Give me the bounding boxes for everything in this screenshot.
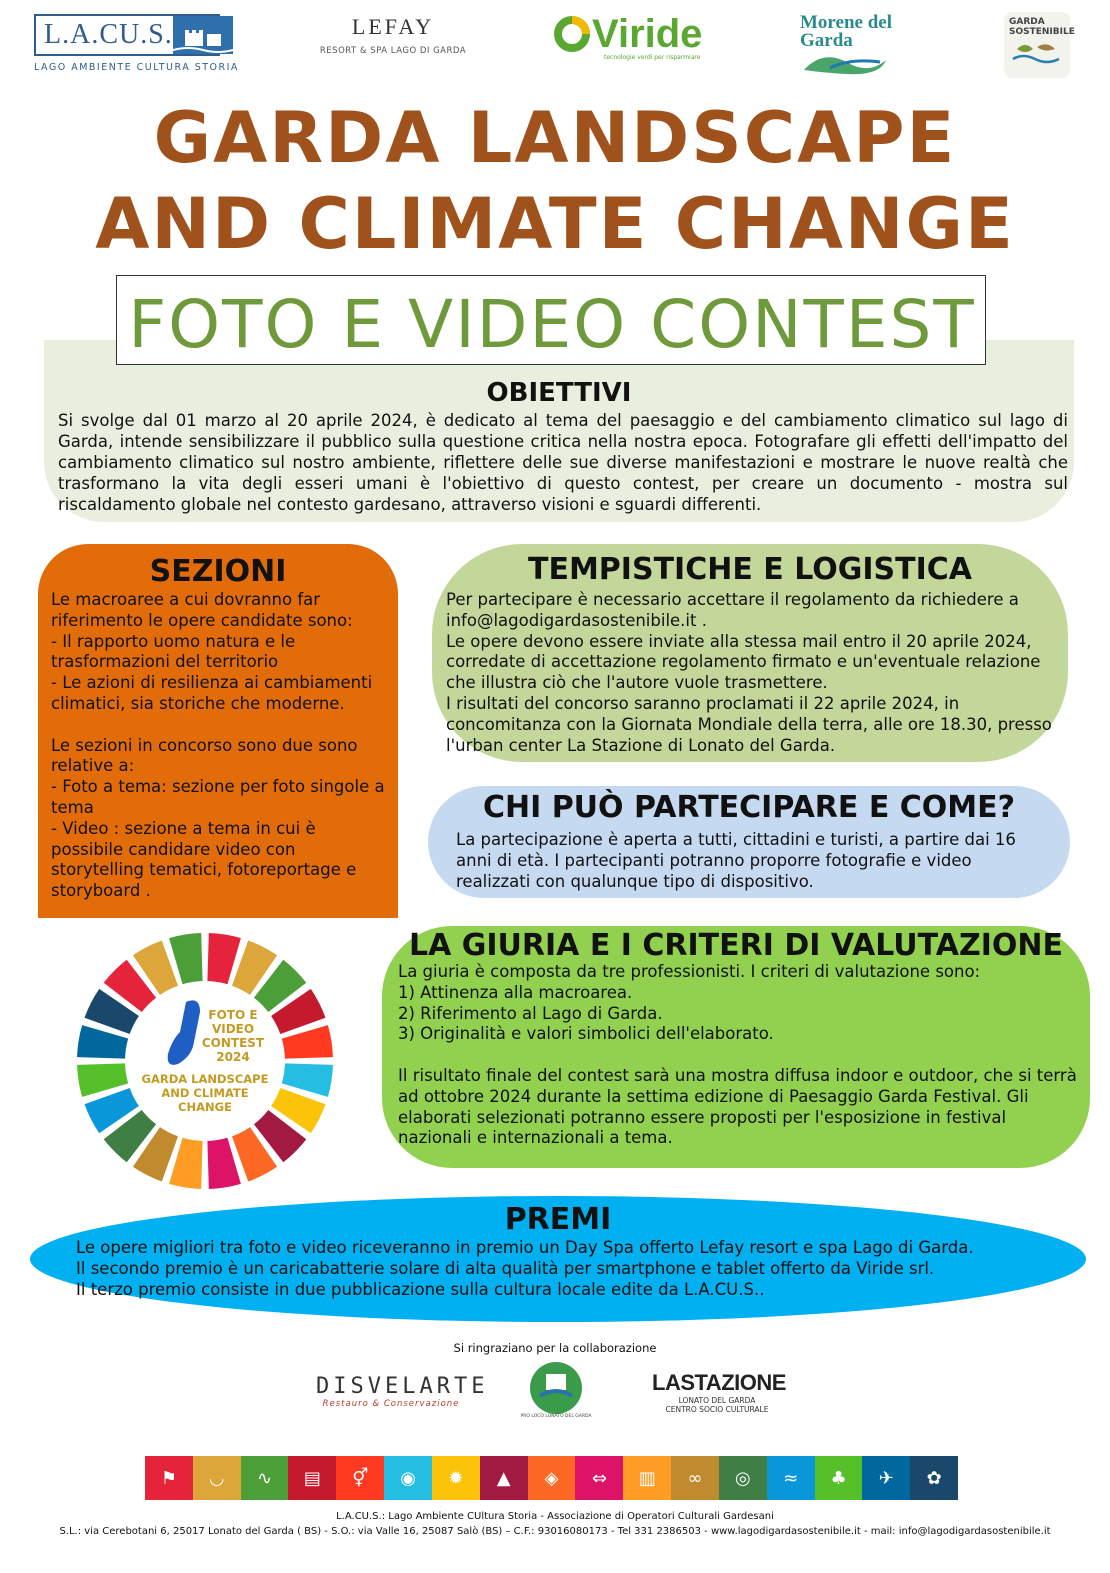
sdg-icon-bar	[145, 1456, 958, 1500]
footer-line-2: S.L.: via Cerebotani 6, 25017 Lonato del Garda ( BS) - S.O.: via Valle 16, 25087 Salò (BS) – C.F.: 93016080173 - Tel 331 2386503 - www.lagodigardasostenibile.it - mail: info@lagodigardasostenibile.it	[59, 1526, 1051, 1537]
garda-sostenibile-logo-name: GARDA SOSTENIBILE	[1009, 17, 1075, 37]
book-icon: ▤	[288, 1456, 336, 1500]
gender-icon: ⚥	[336, 1456, 384, 1500]
viride-logo-tagline: tecnologie verdi per risparmiare	[604, 54, 701, 61]
morene-logo	[800, 14, 912, 66]
circles-icon: ✿	[910, 1456, 958, 1500]
wheel-line-5: GARDA LANDSCAPE	[141, 1072, 269, 1086]
contest-banner	[116, 275, 986, 365]
sun-icon: ✹	[432, 1456, 480, 1500]
dove-icon: ✈	[862, 1456, 910, 1500]
thanks-text: Si ringraziano per la collaborazione	[453, 1341, 657, 1355]
premi-heading: PREMI	[504, 1202, 612, 1237]
proloco-subtitle: PRO LOCO LONATO DEL GARDA	[520, 1414, 592, 1419]
disvelarte-name: DISVELARTE	[316, 1374, 489, 1399]
wheel-line-6: AND CLIMATE	[161, 1086, 249, 1100]
premi-text: Le opere migliori tra foto e video riceveranno in premio un Day Spa offerto Lefay resort e spa Lago di Garda. Il secondo premio è un caricabatterie solare di alta qualità per smartphone e tablet offerto da Viride srl. Il terzo premio consiste in due pubblicazione sulla cultura locale edite da L.A.CU.S..	[76, 1238, 974, 1299]
viride-logo	[552, 14, 714, 64]
lefay-logo	[318, 14, 468, 64]
water-drop-icon: ◉	[384, 1456, 432, 1500]
hills-icon	[800, 50, 890, 76]
chi-partecipa-text: La partecipazione è aperta a tutti, cittadini e turisti, a partire dai 16 anni di età. I partecipanti potranno proporre fotografie e video realizzati con qualunque tipo di dispositivo.	[456, 830, 1016, 891]
giuria-text: La giuria è composta da tre professionisti. I criteri di valutazione sono: 1) Attinenza alla macroarea. 2) Riferimento al Lago di Garda. 3) Originalità e valori simbolici dell'elaborato. Il risultato finale del contest sarà una mostra diffusa indoor e outdoor, che si terrà ad ottobre 2024 durante la settima edizione di Paesaggio Garda Festival. Gli elaborati selezionati potranno essere proposti per l'esposizione in festival nazionali e internazionali a tema.	[398, 962, 1077, 1148]
disvelarte-subtitle: Restauro & Conservazione	[322, 1399, 460, 1409]
sezioni-heading: SEZIONI	[149, 554, 287, 589]
morene-logo-name: Morene del Garda	[800, 12, 892, 51]
sezioni-panel	[38, 544, 398, 918]
garda-sostenibile-logo	[1004, 12, 1075, 78]
la-stazione-name: LASTAZIONE	[652, 1370, 786, 1395]
heartbeat-icon: ∿	[241, 1456, 289, 1500]
proloco-logo	[530, 1362, 582, 1414]
cubes-icon: ◈	[528, 1456, 576, 1500]
city-icon: ▥	[623, 1456, 671, 1500]
chart-icon: ▲	[480, 1456, 528, 1500]
equality-icon: ⇔	[575, 1456, 623, 1500]
castle-icon	[173, 16, 233, 54]
tempistiche-panel	[432, 544, 1068, 762]
la-stazione-sub1: LONATO DEL GARDA	[678, 1396, 756, 1405]
sezioni-text: Le macroaree a cui dovranno far riferimento le opere candidate sono: - Il rapporto uomo natura e le trasformazioni del territorio - Le azioni di resilienza ai cambiamenti climatici, sia storiche che moderne. Le sezioni in concorso sono due sono relative a: - Foto a tema: sezione per foto singole a tema - Video : sezione a tema in cui è possibile candidare video con storytelling tematici, fotoreportage e storyboard .	[51, 590, 385, 901]
infinity-icon: ∞	[671, 1456, 719, 1500]
wheel-text-block	[74, 930, 336, 1192]
proloco-emblem-icon	[530, 1362, 582, 1414]
wheel-line-2: VIDEO	[211, 1022, 255, 1036]
wheel-line-1: FOTO E	[208, 1008, 258, 1022]
tempistiche-heading: TEMPISTICHE E LOGISTICA	[528, 552, 972, 587]
footer-line-1: L.A.CU.S.: Lago Ambiente CUltura Storia - Associazione di Operatori Culturali Gardesani	[336, 1511, 774, 1522]
la-stazione-sub2: CENTRO SOCIO CULTURALE	[665, 1405, 769, 1414]
fish-icon: ≈	[767, 1456, 815, 1500]
lacus-logo	[34, 14, 239, 74]
wheel-line-3: CONTEST	[201, 1036, 265, 1050]
giuria-panel	[382, 926, 1090, 1168]
viride-logo-name: Viride	[592, 12, 703, 56]
obiettivi-heading: OBIETTIVI	[486, 378, 632, 408]
contest-title: FOTO E VIDEO CONTEST	[128, 286, 976, 363]
title-line-2: AND CLIMATE CHANGE	[95, 183, 1015, 265]
obiettivi-panel	[44, 340, 1074, 522]
giuria-heading: LA GIURIA E I CRITERI DI VALUTAZIONE	[408, 928, 1064, 963]
chi-partecipa-panel	[428, 786, 1070, 898]
title-line-1: GARDA LANDSCAPE	[153, 97, 957, 179]
chi-partecipa-heading: CHI PUÒ PARTECIPARE E COME?	[482, 790, 1016, 825]
la-stazione-logo	[652, 1370, 786, 1414]
obiettivi-text: Si svolge dal 01 marzo al 20 aprile 2024, è dedicato al tema del paesaggio e del cambiamento climatico sul lago di Garda, intende sensibilizzare il pubblico sulla questione critica nella nostra epoca. Fotografare gli effetti dell'impatto del cambiamento climatico sul nostro ambiente, riflettere delle sue diverse manifestazioni e mostrare le nuove realtà che trasformano la vita degli esseri umani è l'obiettivo di questo contest, per creare un documento - mostra sul riscaldamento globale nel contesto gardesano, attraverso visioni e sguardi differenti.	[58, 411, 1068, 514]
tree-icon: ♣	[815, 1456, 863, 1500]
tempistiche-text: Per partecipare è necessario accettare il regolamento da richiedere a info@lagodigardasostenibile.it . Le opere devono essere inviate alla stessa mail entro il 20 aprile 2024, corredate di accettazione regolamento firmato e un'eventuale relazione che illustra ciò che l'autore vuole trasmettere. I risultati del concorso saranno proclamati il 22 aprile 2024, in concomitanza con la Giornata Mondiale della terra, alle ore 18.30, presso l'urban center La Stazione di Lonato del Garda.	[446, 590, 1052, 755]
leaf-wave-icon	[1009, 37, 1063, 67]
lefay-logo-name: LEFAY	[351, 14, 435, 39]
wheel-line-4: 2024	[216, 1050, 250, 1064]
people-icon: ⚑	[145, 1456, 193, 1500]
lacus-logo-subtitle: LAGO AMBIENTE CULTURA STORIA	[34, 62, 239, 73]
sdg-wheel-logo	[74, 930, 336, 1192]
lacus-logo-name: L.A.CU.S.	[44, 19, 173, 50]
wheel-line-7: CHANGE	[178, 1100, 232, 1114]
premi-panel	[30, 1196, 1086, 1322]
lefay-logo-subtitle: RESORT & SPA LAGO DI GARDA	[319, 46, 467, 56]
eye-globe-icon: ◎	[719, 1456, 767, 1500]
bowl-icon: ◡	[193, 1456, 241, 1500]
viride-circle-icon	[552, 14, 592, 54]
disvelarte-logo	[316, 1374, 489, 1409]
